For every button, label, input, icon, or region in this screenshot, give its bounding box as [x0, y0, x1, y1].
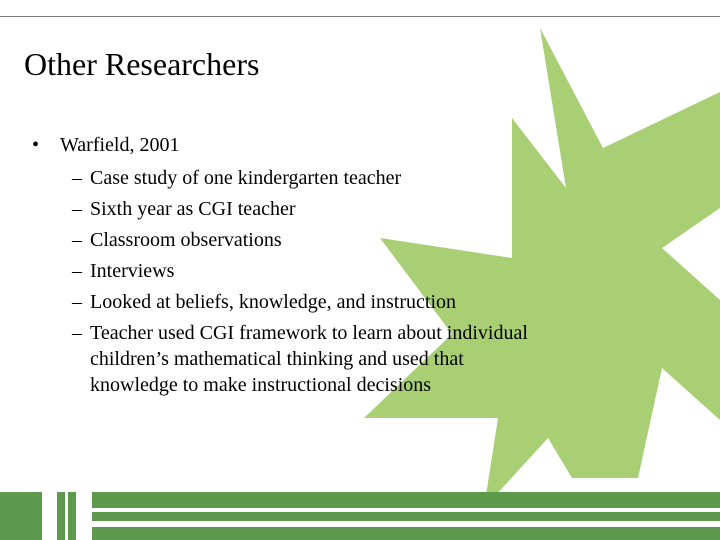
dash-mark: – [72, 291, 82, 313]
sub-bullet-text: Interviews [90, 260, 175, 282]
dash-mark: – [72, 167, 82, 189]
dash-mark: – [72, 260, 82, 282]
footer-bar-stripe [92, 527, 720, 540]
sub-bullet-item [32, 165, 552, 191]
sub-bullet-text: Case study of one kindergarten teacher [90, 167, 402, 189]
footer-bar-block [68, 492, 76, 540]
dash-mark: – [72, 322, 82, 344]
sub-bullet-item [32, 289, 552, 315]
sub-bullet-item [32, 227, 552, 253]
footer-bar-stripe [92, 512, 720, 521]
sub-bullet-text: Looked at beliefs, knowledge, and instruction [90, 291, 457, 313]
sub-bullet-item [32, 320, 552, 398]
footer-bar-block [0, 492, 42, 540]
footer-bar-stripe [92, 492, 720, 508]
dash-mark: – [72, 229, 82, 251]
dash-mark: – [72, 198, 82, 220]
footer-bar-block [57, 492, 65, 540]
sub-bullet-item [32, 196, 552, 222]
bullet-item [32, 130, 552, 160]
sub-bullet-text: Sixth year as CGI teacher [90, 198, 296, 220]
slide-title: Other Researchers [24, 46, 260, 82]
bullet-text: Warfield, 2001 [60, 134, 180, 156]
sub-bullet-text: Classroom observations [90, 229, 282, 251]
sub-bullet-text: Teacher used CGI framework to learn about individual children’s mathematical thinking and used that knowledge to make instructional decisions [90, 322, 528, 396]
bullet-list [32, 130, 552, 398]
bullet-mark: • [32, 134, 40, 156]
sub-bullet-item [32, 258, 552, 284]
title-divider-line [0, 16, 720, 17]
